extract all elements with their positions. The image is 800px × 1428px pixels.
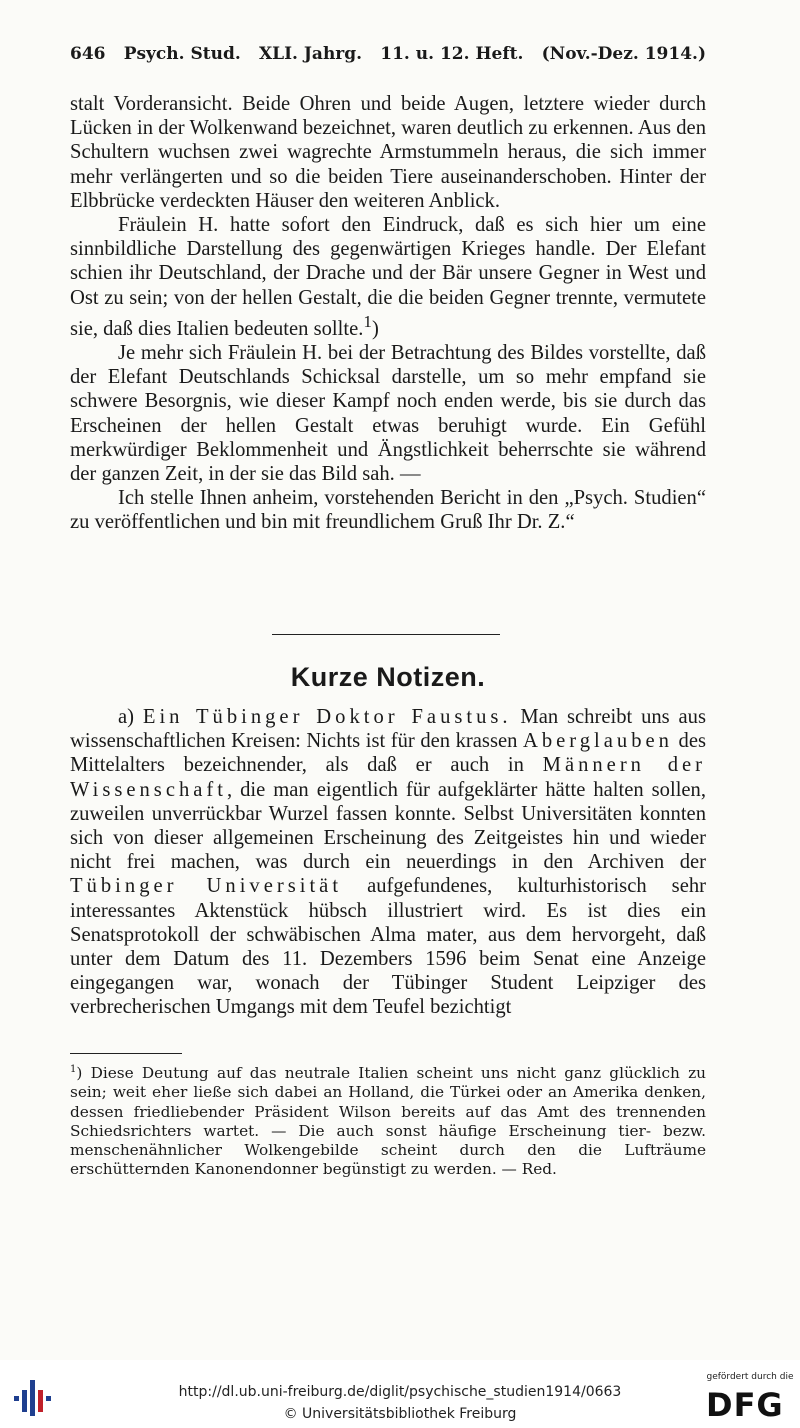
spaced-term: Tübinger Universität — [70, 875, 343, 898]
volume-label: XLI. Jahrg. — [258, 44, 363, 64]
paragraph-2 — [70, 213, 706, 341]
footnote-reference-paren: ) — [371, 317, 379, 340]
note-item-a: a) Ein Tübinger Doktor Faustus. Man schreibt uns aus wissenschaftlichen Kreisen: Nichts ist für den krassen Aberglauben des Mittelalters bezeichnender, als daß er auch in Männern der Wissenschaft, die man eigentlich für aufgeklärter hätte halten sollen, zuweilen unverrückbar Wurzel fassen konnte. Selbst Universitäten konnten sich von dieser allgemeinen Erscheinung des Zeitgeistes hin und wieder nicht frei machen, was durch ein neuerdings in den Archiven der Tübinger Universität aufgefundenes, kulturhistorisch sehr interessantes Aktenstück hübsch illustriert wird. Es ist dies ein Senatsprotokoll der schwäbischen Alma mater, aus dem hervorgeht, daß unter dem Datum des 11. Dezembers 1596 beim Senat eine Anzeige eingegangen war, wonach der Tübinger Student Leipziger des verbrecherischen Umgangs mit dem Teufel bezichtigt — [70, 706, 706, 1019]
note-marker: a) — [118, 706, 134, 728]
copyright-notice: © Universitätsbibliothek Freiburg — [283, 1406, 517, 1422]
paragraph-2-text: Fräulein H. hatte sofort den Eindruck, daß es sich hier um eine sinnbildliche Darstellung des gegenwärtigen Krieges handle. Der Elefant schien ihr Deutschland, der Drache und der Bär unsere Gegner in West und Ost zu sein; von der hellen Gestalt, die die beiden Gegner trennte, vermutete sie, daß dies Italien bedeuten sollte. — [70, 214, 706, 340]
dfg-logo: DFG — [706, 1386, 784, 1424]
issue-label: 11. u. 12. Heft. — [380, 44, 524, 64]
footnote-reference: 1 — [363, 311, 372, 331]
section-divider — [272, 634, 500, 635]
spaced-term: Aberglauben — [522, 730, 673, 753]
section-heading: Kurze Notizen. — [290, 662, 486, 692]
paragraph-4: Ich stelle Ihnen anheim, vorstehenden Bericht in den „Psych. Studien“ zu veröffentlichen und bin mit freundlichem Gruß Ihr Dr. Z.“ — [70, 487, 706, 534]
notes-section — [70, 705, 706, 1020]
permalink-url[interactable]: http://dl.ub.uni-freiburg.de/diglit/psychische_studien1914/0663 — [178, 1384, 622, 1400]
journal-abbrev: Psych. Stud. — [123, 44, 241, 64]
footnote-marker-paren: ) — [76, 1064, 83, 1083]
footnote-divider — [70, 1053, 182, 1054]
paragraph-1: stalt Vorderansicht. Beide Ohren und beide Augen, letztere wieder durch Lücken in der Wolkenwand bezeichnet, waren deutlich zu erkennen. Aus den Schultern wuchsen zwei wagrechte Armstummeln heraus, die sich immer mehr verlängerten und so die beiden Tiere auseinanderschoben. Hinter der Elbbrücke verdeckten Häuser den weiteren Anblick. — [70, 93, 706, 212]
page-number: 646 — [70, 44, 106, 64]
paragraph-3: Je mehr sich Fräulein H. bei der Betrachtung des Bildes vorstellte, daß der Elefant Deutschlands Schicksal darstelle, um so mehr empfand sie schwere Besorgnis, wie dieser Kampf noch enden werde, bis sie durch das Erscheinen der hellen Gestalt etwas beruhigt wurde. Ein Gefühl merkwürdiger Beklommenheit und Ängstlichkeit beherrschte sie während der ganzen Zeit, in der sie das Bild sah. — — [70, 341, 706, 485]
footnote-marker: 1 — [70, 1064, 77, 1075]
main-text — [70, 92, 706, 535]
footnote — [70, 1060, 706, 1179]
dfg-caption: gefördert durch die — [706, 1372, 794, 1382]
spaced-term: Männern der Wissenschaft — [70, 754, 706, 801]
viewer-footer — [0, 1360, 800, 1428]
footnote-text: Diese Deutung auf das neutrale Italien scheint uns nicht ganz glücklich zu sein; weit eher ließe sich dabei an Holland, die Türkei oder an Amerika denken, dessen friedliebender Präsident Wilson bereits auf das Amt des trennenden Schiedsrichters wartet. — Die auch sonst häufige Erscheinung tier- bezw. menschenähnlicher Wolkengebilde scheint durch den die Lufträume erschütternden Kanonendonner begünstigt zu werden. — Red. — [70, 1064, 706, 1179]
running-header — [70, 44, 706, 64]
issue-date: (Nov.-Dez. 1914.) — [541, 44, 706, 64]
note-title: Ein Tübinger Doktor Faustus. — [142, 706, 512, 728]
